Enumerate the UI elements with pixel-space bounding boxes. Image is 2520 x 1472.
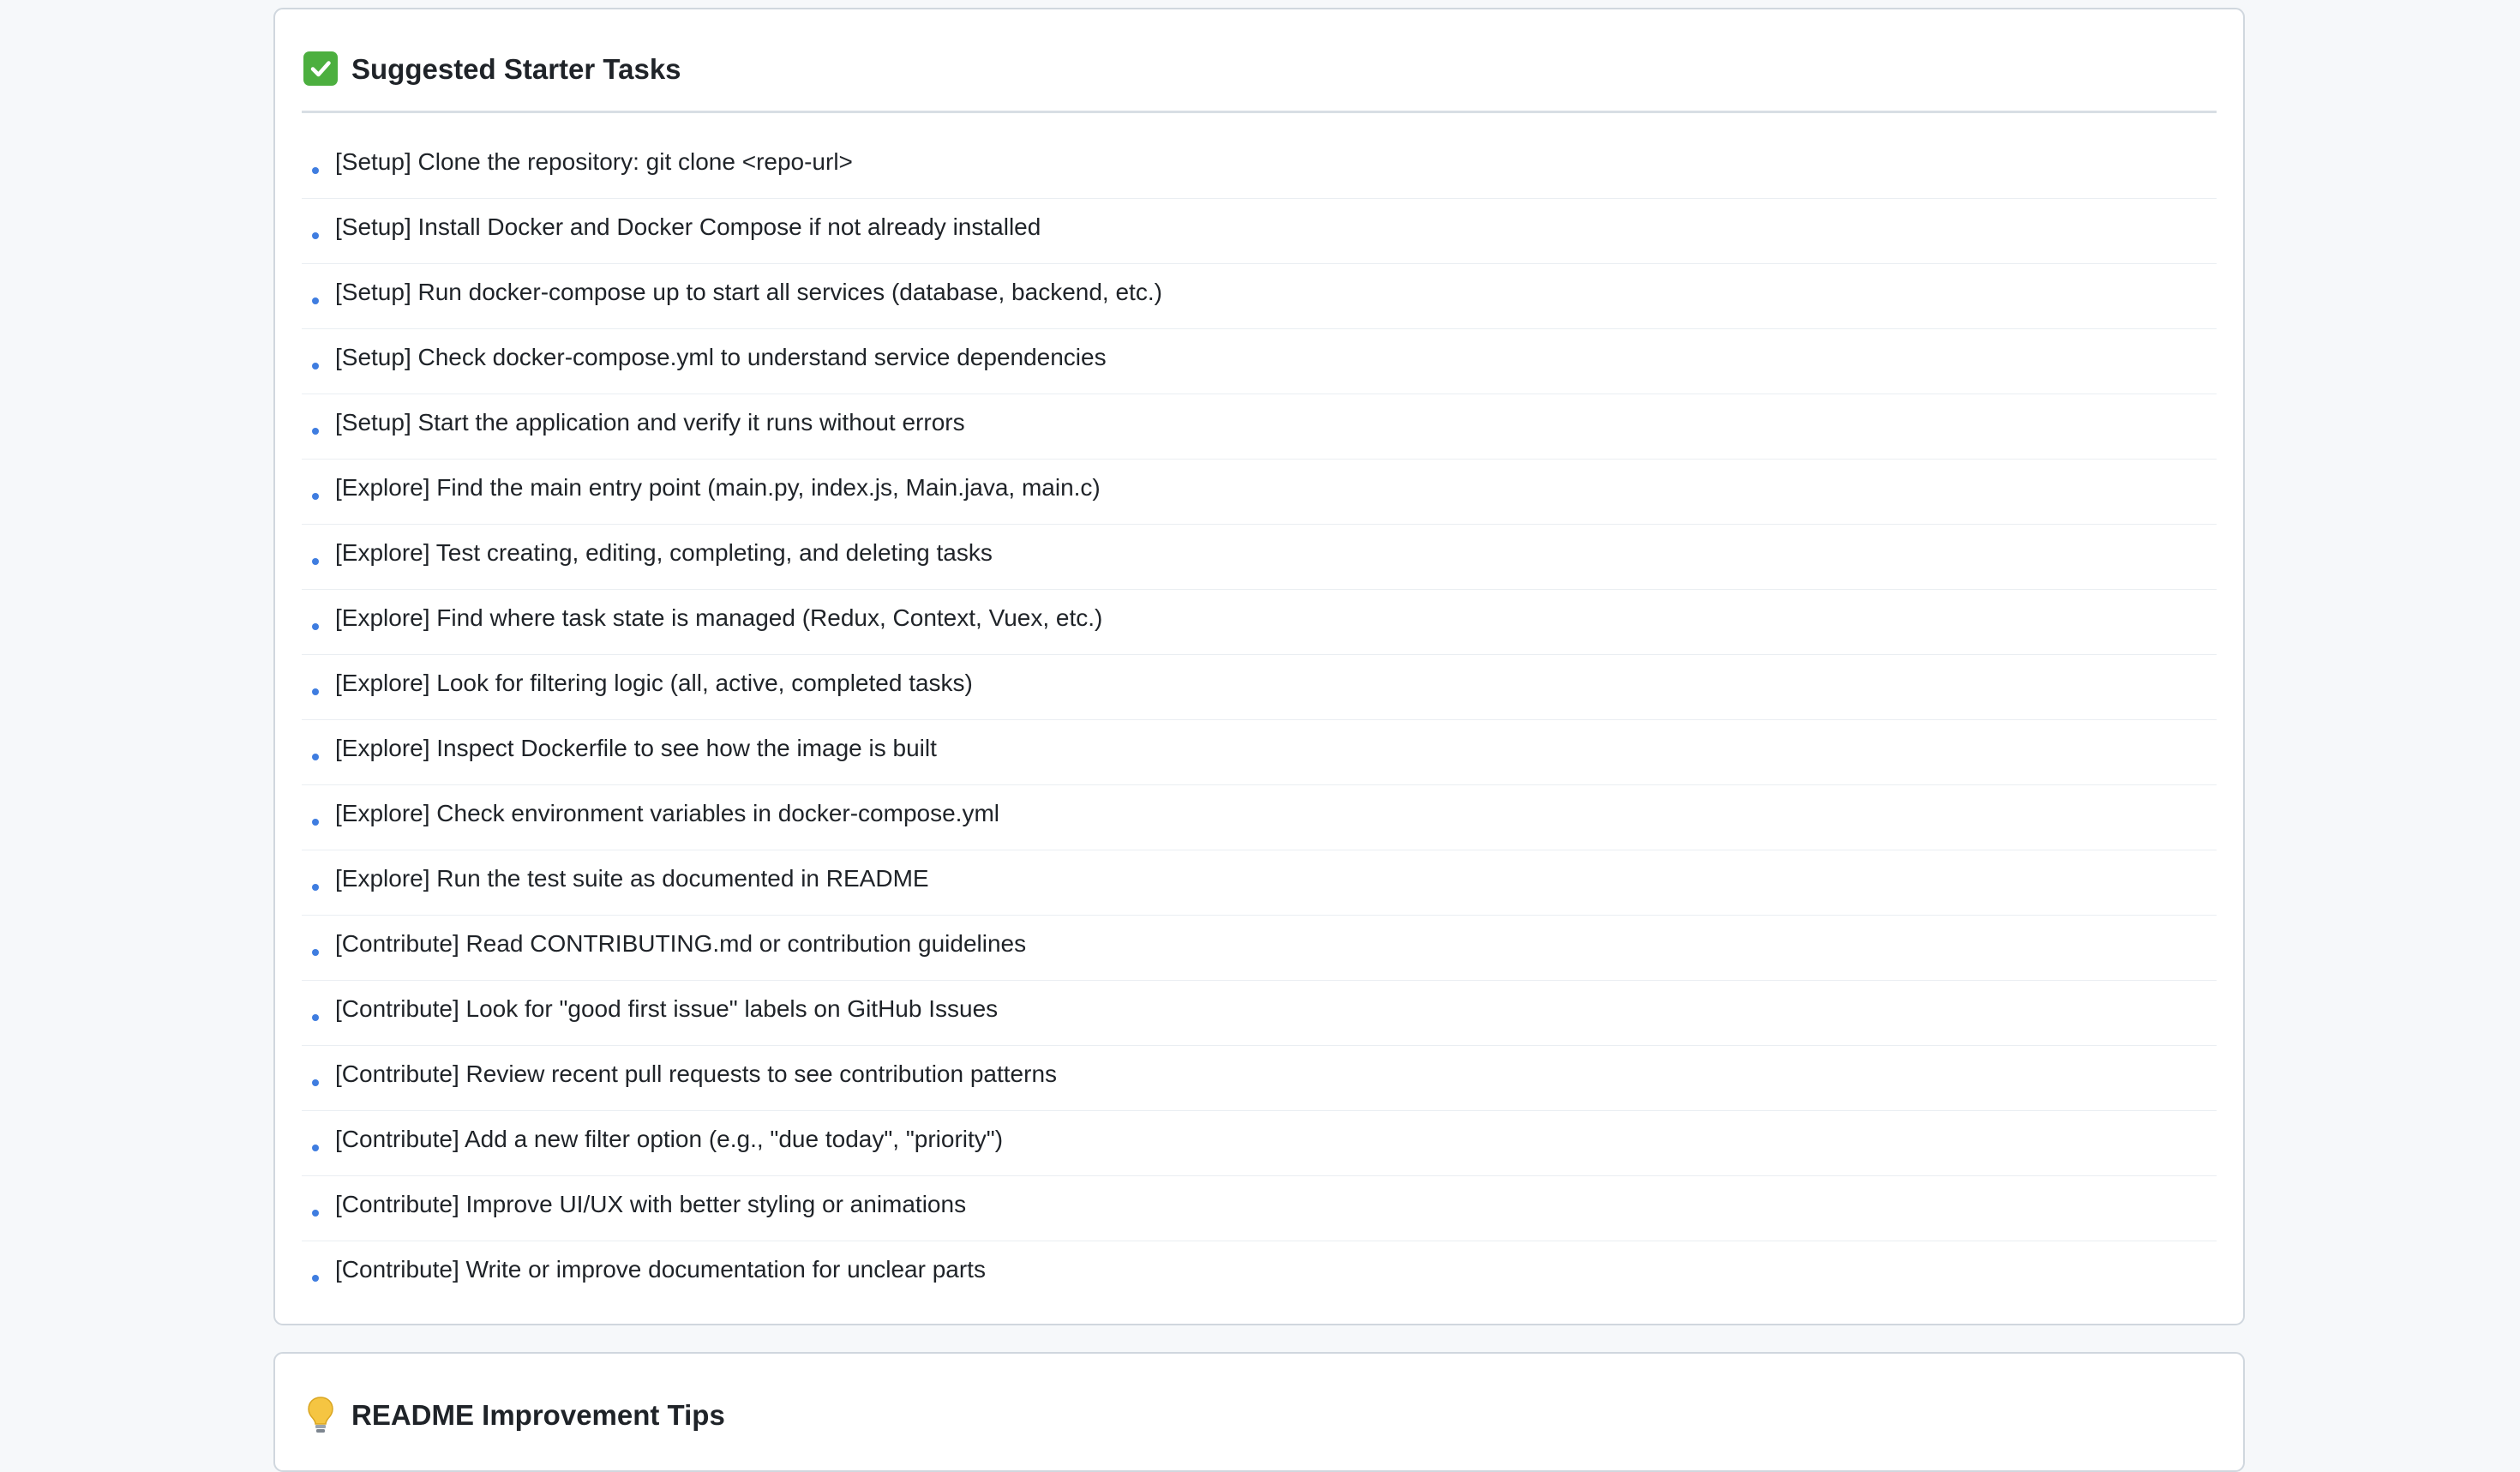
bullet-icon [312, 819, 319, 826]
list-item [302, 460, 2217, 525]
task-text: [Contribute] Read CONTRIBUTING.md or contribution guidelines [335, 929, 1027, 957]
task-text: [Explore] Inspect Dockerfile to see how the image is built [335, 734, 937, 761]
list-item [302, 1176, 2217, 1241]
task-text: [Setup] Check docker-compose.yml to understand service dependencies [335, 343, 1107, 370]
list-item [302, 590, 2217, 655]
task-text: [Contribute] Improve UI/UX with better styling or animations [335, 1190, 967, 1217]
task-text: [Explore] Test creating, editing, completing, and deleting tasks [335, 538, 993, 566]
list-item [302, 199, 2217, 264]
light-bulb-icon [302, 1396, 339, 1433]
list-item [302, 1046, 2217, 1111]
bullet-icon [312, 1014, 319, 1021]
list-item [302, 329, 2217, 394]
bullet-icon [312, 167, 319, 174]
task-text: [Explore] Find the main entry point (main.py, index.js, Main.java, main.c) [335, 473, 1101, 501]
task-text: [Explore] Run the test suite as documented in README [335, 864, 929, 892]
list-item [302, 1111, 2217, 1176]
list-item [302, 916, 2217, 981]
list-item [302, 655, 2217, 720]
task-text: [Setup] Install Docker and Docker Compose if not already installed [335, 213, 1041, 240]
bullet-icon [312, 884, 319, 891]
list-item [302, 850, 2217, 916]
bullet-icon [312, 688, 319, 695]
starter-tasks-list [302, 134, 2217, 1307]
list-item [302, 525, 2217, 590]
task-text: [Contribute] Add a new filter option (e.g., "due today", "priority") [335, 1125, 1004, 1152]
list-item [302, 1241, 2217, 1307]
bullet-icon [312, 1145, 319, 1151]
list-item [302, 981, 2217, 1046]
bullet-icon [312, 754, 319, 760]
list-item [302, 264, 2217, 329]
list-item [302, 134, 2217, 199]
bullet-icon [312, 1079, 319, 1086]
list-item [302, 720, 2217, 785]
task-text: [Contribute] Look for "good first issue" labels on GitHub Issues [335, 994, 999, 1022]
list-item [302, 394, 2217, 460]
task-text: [Explore] Look for filtering logic (all, active, completed tasks) [335, 669, 973, 696]
list-item [302, 785, 2217, 850]
bullet-icon [312, 1275, 319, 1282]
bullet-icon [312, 363, 319, 370]
starter-tasks-header [302, 33, 2217, 113]
bullet-icon [312, 1210, 319, 1217]
bullet-icon [312, 949, 319, 956]
task-text: [Explore] Find where task state is managed (Redux, Context, Vuex, etc.) [335, 604, 1103, 631]
readme-tips-header [302, 1379, 2217, 1457]
task-text: [Contribute] Review recent pull requests to see contribution patterns [335, 1060, 1058, 1087]
bullet-icon [312, 493, 319, 500]
task-text: [Contribute] Write or improve documentation for unclear parts [335, 1256, 986, 1283]
bullet-icon [312, 623, 319, 630]
readme-tips-card [273, 1352, 2245, 1472]
bullet-icon [312, 428, 319, 435]
task-text: [Setup] Start the application and verify it runs without errors [335, 408, 965, 436]
starter-tasks-card [273, 8, 2245, 1325]
task-text: [Setup] Run docker-compose up to start all services (database, backend, etc.) [335, 278, 1162, 305]
readme-tips-title: README Improvement Tips [351, 1398, 725, 1431]
bullet-icon [312, 232, 319, 239]
bullet-icon [312, 297, 319, 304]
starter-tasks-title: Suggested Starter Tasks [351, 52, 681, 85]
task-text: [Explore] Check environment variables in docker-compose.yml [335, 799, 999, 826]
task-text: [Setup] Clone the repository: git clone <repo-url> [335, 147, 853, 175]
check-mark-button-icon [302, 50, 339, 87]
bullet-icon [312, 558, 319, 565]
